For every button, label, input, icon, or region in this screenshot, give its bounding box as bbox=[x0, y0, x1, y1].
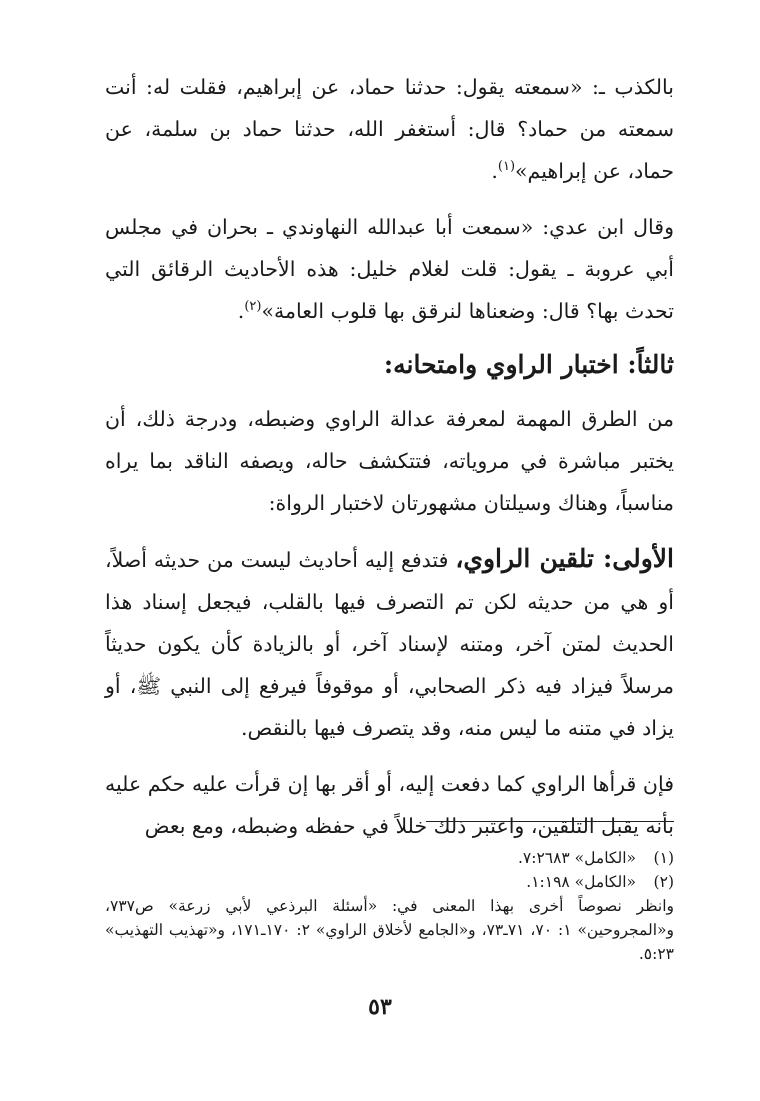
paragraph-4 bbox=[105, 538, 674, 749]
paragraph-2 bbox=[105, 206, 674, 332]
section-heading: ثالثاً: اختبار الراوي وامتحانه: bbox=[383, 350, 674, 379]
paragraph-5: فإن قرأها الراوي كما دفعت إليه، أو أقر بها إن قرأت عليه حكم عليه بأنه يقبل التلقين، واعتبر ذلك خللاً في حفظه وضبطه، ومع بعض bbox=[105, 772, 674, 838]
paragraph-3: من الطرق المهمة لمعرفة عدالة الراوي وضبطه، ودرجة ذلك، أن يختبر مباشرة في مروياته، فتتكشف حاله، ويصفه الناقد بما يراه مناسباً، وهناك وسيلتان مشهورتان لاختبار الرواة: bbox=[105, 407, 674, 515]
footnote-ref-2[interactable]: (٢) bbox=[244, 299, 262, 315]
footnote-1-text: «الكامل» ٧:٢٦٨٣. bbox=[517, 849, 636, 867]
paragraph-1-end: . bbox=[491, 159, 498, 183]
footnote-2-continuation bbox=[105, 894, 674, 966]
footnote-1 bbox=[105, 846, 674, 870]
footnotes bbox=[105, 846, 674, 966]
page-body bbox=[105, 66, 674, 847]
page-number: ٥٣ bbox=[368, 994, 392, 1020]
paragraph-1 bbox=[105, 66, 674, 192]
paragraph-2-end: . bbox=[237, 299, 245, 323]
footnote-divider bbox=[426, 821, 674, 822]
footnote-ref-1[interactable]: (١) bbox=[497, 159, 516, 175]
footnote-1-number: (١) bbox=[653, 849, 674, 867]
paragraph-1-text: بالكذب ـ: «سمعته يقول: حدثنا حماد، عن إبراهيم، فقلت له: أنت سمعته من حماد؟ قال: أستغفر الله، حدثنا حماد بن سلمة، عن حماد، عن إبراهيم» bbox=[105, 75, 674, 183]
footnote-2-number: (٢) bbox=[653, 873, 674, 891]
footnote-2-continuation-text: وانظر نصوصاً أخرى بهذا المعنى في: «أسئلة البرذعي لأبي زرعة» ص٧٣٧، و«المجروحين» ١: ٧٠، ٧١ـ٧٣، و«الجامع لأخلاق الراوي» ٢: ١٧٠ـ١٧١، و«تهذيب التهذيب» ٥:٢٣. bbox=[105, 897, 674, 963]
footnote-2 bbox=[105, 870, 674, 894]
paragraph-4-lead: الأولى: تلقين الراوي، bbox=[455, 544, 674, 573]
footnote-2-text: «الكامل» ١:١٩٨. bbox=[526, 873, 636, 891]
paragraph-4-text: فتدفع إليه أحاديث ليست من حديثه أصلاً، أو هي من حديثه لكن تم التصرف فيها بالقلب، فيجعل إسناد هذا الحديث لمتن آخر، ومتنه لإسناد آخر، أو بالزيادة كأن يكون حديثاً مرسلاً فيزاد فيه ذكر الصحابي، أو موقوفاً فيرفع إلى النبي ﷺ، أو يزاد في متنه ما ليس منه، وقد يتصرف فيها بالنقص. bbox=[105, 548, 674, 740]
paragraph-2-text: وقال ابن عدي: «سمعت أبا عبدالله النهاوندي ـ بحران في مجلس أبي عروبة ـ يقول: قلت لغلام خليل: هذه الأحاديث الرقائق التي تحدث بها؟ قال: وضعناها لنرقق بها قلوب العامة» bbox=[105, 215, 674, 323]
